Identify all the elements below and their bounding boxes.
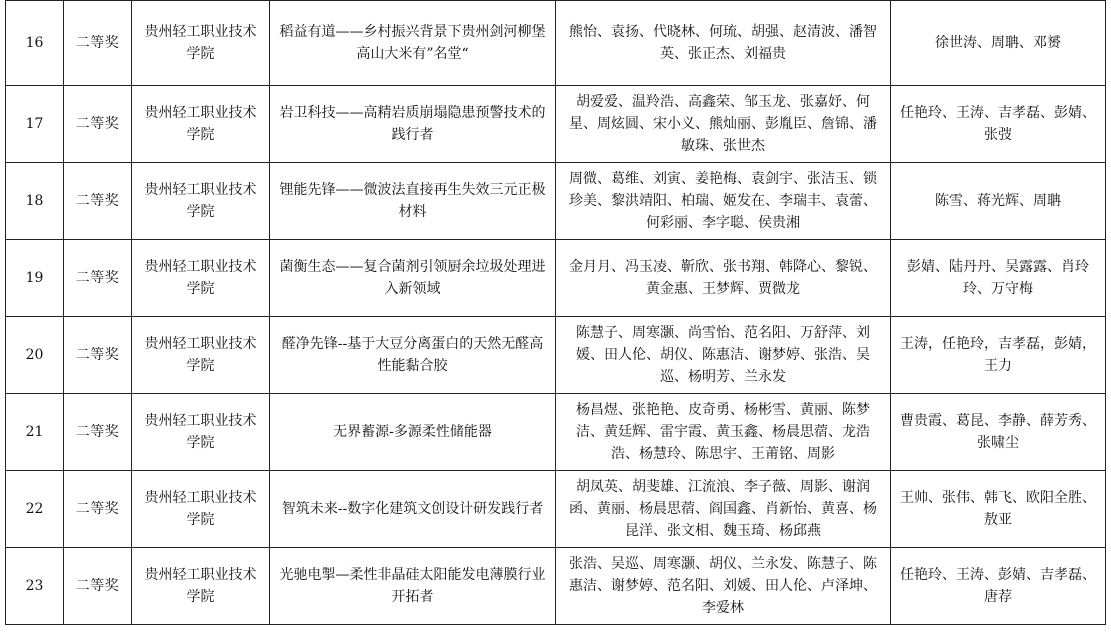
project-title: 光驰电掣—柔性非晶硅太阳能发电薄膜行业开拓者 — [270, 548, 556, 625]
award-level: 二等奖 — [64, 394, 132, 471]
row-number: 20 — [6, 317, 64, 394]
school-name: 贵州轻工职业技术学院 — [132, 394, 270, 471]
project-title: 稻益有道——乡村振兴背景下贵州剑河柳堡高山大米有”名堂“ — [270, 1, 556, 86]
row-number: 23 — [6, 548, 64, 625]
advisors: 陈雪、蒋光辉、周聃 — [891, 163, 1106, 240]
award-level: 二等奖 — [64, 548, 132, 625]
project-title: 醛净先锋--基于大豆分离蛋白的天然无醛高性能黏合胶 — [270, 317, 556, 394]
team-members: 胡凤英、胡斐雄、江流浪、李子薇、周影、谢润函、黄丽、杨晨思蓿、阎国鑫、肖新怡、黄喜、杨昆洋、张文相、魏玉琦、杨邱燕 — [556, 471, 891, 548]
awards-table — [5, 0, 1106, 625]
project-title: 锂能先锋——微波法直接再生失效三元正极材料 — [270, 163, 556, 240]
school-name: 贵州轻工职业技术学院 — [132, 1, 270, 86]
team-members: 陈慧子、周寒灏、尚雪怡、范名阳、万舒萍、刘媛、田人伦、胡仪、陈惠洁、谢梦婷、张浩、吴巡、杨明芳、兰永发 — [556, 317, 891, 394]
advisors: 王帅、张伟、韩飞、欧阳全胜、敖亚 — [891, 471, 1106, 548]
table-row — [6, 471, 1106, 548]
school-name: 贵州轻工职业技术学院 — [132, 163, 270, 240]
project-title: 智筑未来--数字化建筑文创设计研发践行者 — [270, 471, 556, 548]
school-name: 贵州轻工职业技术学院 — [132, 317, 270, 394]
advisors: 徐世涛、周聃、邓赟 — [891, 1, 1106, 86]
row-number: 21 — [6, 394, 64, 471]
table-row — [6, 86, 1106, 163]
advisors: 任艳玲、王涛、吉孝磊、彭婧、张弢 — [891, 86, 1106, 163]
advisors: 彭婧、陆丹丹、吴露露、肖玲玲、万守梅 — [891, 240, 1106, 317]
table-row — [6, 1, 1106, 86]
advisors: 曹贵霞、葛昆、李静、薛芳秀、张啸尘 — [891, 394, 1106, 471]
team-members: 杨昌煜、张艳艳、皮奇勇、杨彬雪、黄丽、陈梦洁、黄廷辉、雷宇霞、黄玉鑫、杨晨思蓿、龙浩浩、杨慧玲、陈思宇、王莆铭、周影 — [556, 394, 891, 471]
table-row — [6, 548, 1106, 625]
project-title: 岩卫科技——高精岩质崩塌隐患预警技术的践行者 — [270, 86, 556, 163]
advisors: 任艳玲、王涛、彭婧、吉孝磊、唐荐 — [891, 548, 1106, 625]
award-level: 二等奖 — [64, 240, 132, 317]
table-row — [6, 394, 1106, 471]
award-level: 二等奖 — [64, 471, 132, 548]
row-number: 17 — [6, 86, 64, 163]
project-title: 菌衡生态——复合菌剂引领厨余垃圾处理进入新领域 — [270, 240, 556, 317]
school-name: 贵州轻工职业技术学院 — [132, 240, 270, 317]
awards-table-body — [6, 1, 1106, 625]
school-name: 贵州轻工职业技术学院 — [132, 471, 270, 548]
award-level: 二等奖 — [64, 317, 132, 394]
advisors: 王涛，任艳玲，吉孝磊，彭婧，王力 — [891, 317, 1106, 394]
table-row — [6, 317, 1106, 394]
row-number: 22 — [6, 471, 64, 548]
team-members: 周微、葛维、刘寅、姜艳梅、袁剑宇、张洁玉、锁珍美、黎洪靖阳、柏瑞、姬发在、李瑞丰、袁蕾、何彩丽、李字聪、侯贵湘 — [556, 163, 891, 240]
award-level: 二等奖 — [64, 1, 132, 86]
team-members: 张浩、吴巡、周寒灏、胡仪、兰永发、陈慧子、陈惠洁、谢梦婷、范名阳、刘媛、田人伦、卢泽坤、李爱林 — [556, 548, 891, 625]
school-name: 贵州轻工职业技术学院 — [132, 86, 270, 163]
team-members: 熊怡、袁扬、代晓林、何琉、胡强、赵清波、潘智英、张正杰、刘福贵 — [556, 1, 891, 86]
row-number: 18 — [6, 163, 64, 240]
award-level: 二等奖 — [64, 86, 132, 163]
team-members: 胡爱爱、温羚浩、高鑫荣、邹玉龙、张嘉妤、何星、周炫圆、宋小义、熊灿丽、彭胤臣、詹锦、潘敏珠、张世杰 — [556, 86, 891, 163]
row-number: 19 — [6, 240, 64, 317]
team-members: 金月月、冯玉凌、靳欣、张书翔、韩降心、黎锐、黄金惠、王梦辉、贾微龙 — [556, 240, 891, 317]
school-name: 贵州轻工职业技术学院 — [132, 548, 270, 625]
award-level: 二等奖 — [64, 163, 132, 240]
table-row — [6, 240, 1106, 317]
project-title: 无界蓄源-多源柔性储能器 — [270, 394, 556, 471]
table-row — [6, 163, 1106, 240]
row-number: 16 — [6, 1, 64, 86]
